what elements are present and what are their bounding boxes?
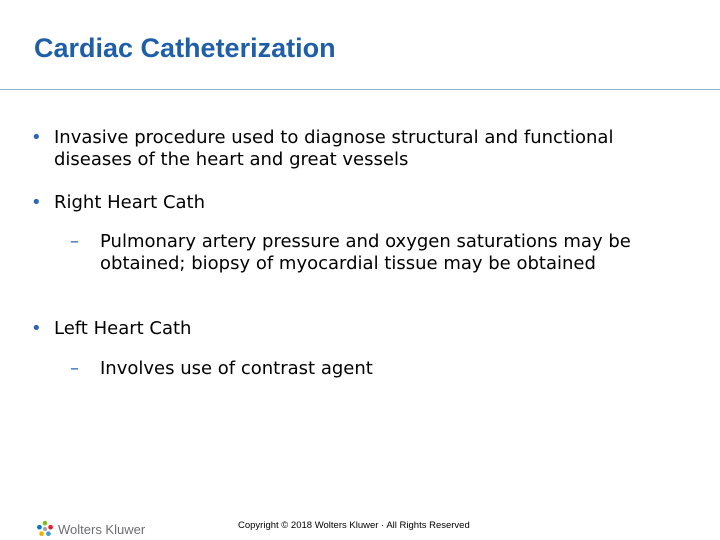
bullet-text: Right Heart Cath [54,192,206,213]
bullet-text: Invasive procedure used to diagnose structural and functional diseases of the heart and great vessels [54,127,614,170]
sub-bullet-text: Pulmonary artery pressure and oxygen saturations may be obtained; biopsy of myocardial tissue may be obtained [100,231,631,274]
bullet-dot: • [31,127,42,148]
bullet-text: Left Heart Cath [54,318,192,339]
bullet-dot: • [31,318,42,339]
logo-text: Wolters Kluwer [58,521,146,537]
wolters-kluwer-logo-icon [36,520,54,538]
bullet-dot: • [31,192,42,213]
footer-logo [36,519,145,539]
sub-bullet-dash: – [70,231,79,252]
sub-bullet-text: Involves use of contrast agent [100,358,373,379]
copyright-notice: Copyright © 2018 Wolters Kluwer · All Rights Reserved [238,520,470,531]
slide-title: Cardiac Catheterization [34,33,336,63]
sub-bullet-dash: – [70,358,79,379]
